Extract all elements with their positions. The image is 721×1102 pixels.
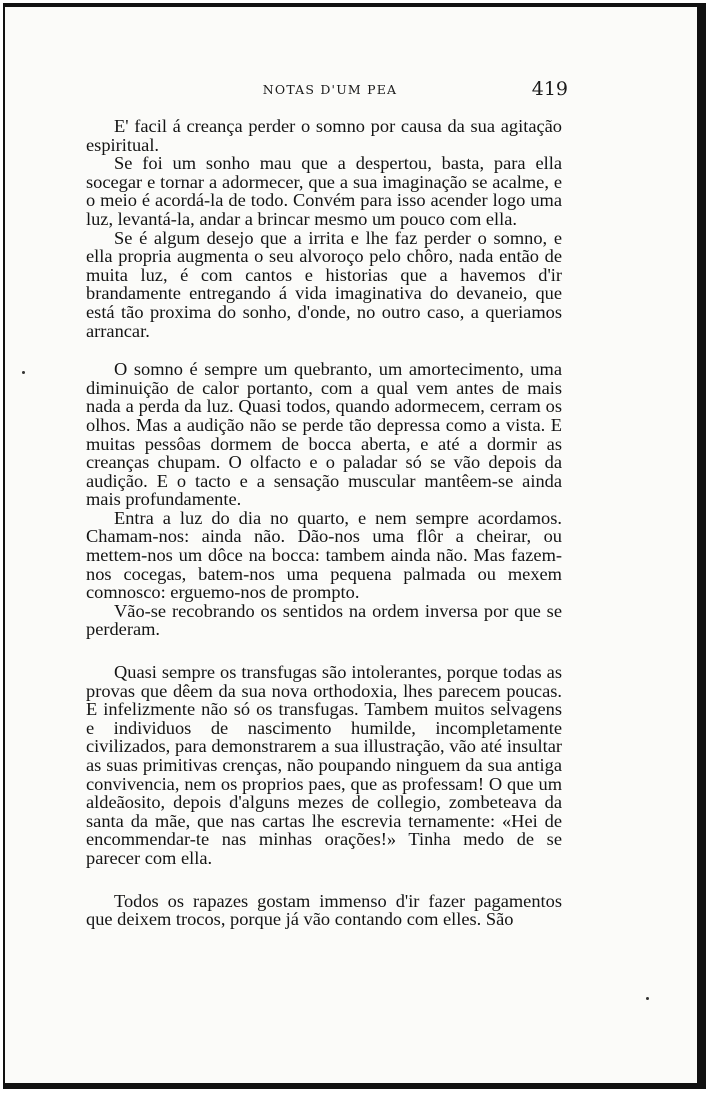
- page-header: [90, 78, 570, 102]
- paragraph: Se é algum desejo que a irrita e lhe faz perder o somno, e ella propria augmenta o seu alvoroço pelo chôro, nada então de muita luz, é com cantos e historias que a havemos d'ir brandamente entregando á vida imaginativa do devaneio, que está tão proxima do sonho, d'onde, no outro caso, a queriamos arrancar.: [86, 227, 562, 341]
- paragraph: Quasi sempre os transfugas são intolerantes, porque todas as provas que dêem da sua nova orthodoxia, lhes parecem poucas. E infelizmente não só os transfugas. Tambem muitos selvagens e individuos de nascimento humilde, incompletamente civilizados, para demonstrarem a sua illustração, vão até insultar as suas primitivas crenças, não poupando ninguem da sua antiga convivencia, nem os proprios paes, que as professam! O que um aldeãosito, depois d'alguns mezes de collegio, zombeteava da santa da mãe, que nas cartas lhe escrevia ternamente: «Hei de encommendar-te nas minhas orações!» Tinha medo de se parecer com ella.: [86, 662, 562, 868]
- paragraph: Vão-se recobrando os sentidos na ordem inversa por que se perderam.: [86, 600, 562, 640]
- paragraph: E' facil á creança perder o somno por causa da sua agitação espiritual.: [86, 116, 562, 155]
- page-body: [86, 117, 562, 929]
- paragraph: O somno é sempre um quebranto, um amortecimento, uma diminuição de calor portanto, com a qual vem antes de mais nada a perda da luz. Quasi todos, quando adormecem, cerram os olhos. Mas a audição não se perde tão depressa como a vista. E muitas pessôas dormem de bocca aberta, e até a dormir as creanças chupam. O olfacto e o paladar só se vão depois da audição. E o tacto e a sensação muscular mantêem-se ainda mais profundamente.: [86, 359, 562, 510]
- page-number: 419: [531, 78, 568, 100]
- paragraph: Todos os rapazes gostam immenso d'ir fazer pagamentos que deixem trocos, porque já vão contando com elles. São: [86, 890, 562, 930]
- paragraph: Se foi um sonho mau que a despertou, basta, para ella socegar e tornar a adormecer, que a sua imaginação se acalme, e o meio é acordá-la de todo. Convém para isso acender logo uma luz, levantá-la, andar a brincar mesmo um pouco com ella.: [86, 153, 562, 229]
- paragraph: Entra a luz do dia no quarto, e nem sempre acordamos. Chamam-nos: ainda não. Dão-nos uma flôr a cheirar, ou mettem-nos um dôce na bocca: tambem ainda não. Mas fazem-nos cocegas, batem-nos uma pequena palmada ou mexem comnosco: erguemo-nos de prompto.: [86, 507, 562, 603]
- running-title: NOTAS D'UM PEA: [262, 82, 398, 97]
- page-speck: [22, 371, 25, 374]
- page-speck: [646, 997, 649, 1000]
